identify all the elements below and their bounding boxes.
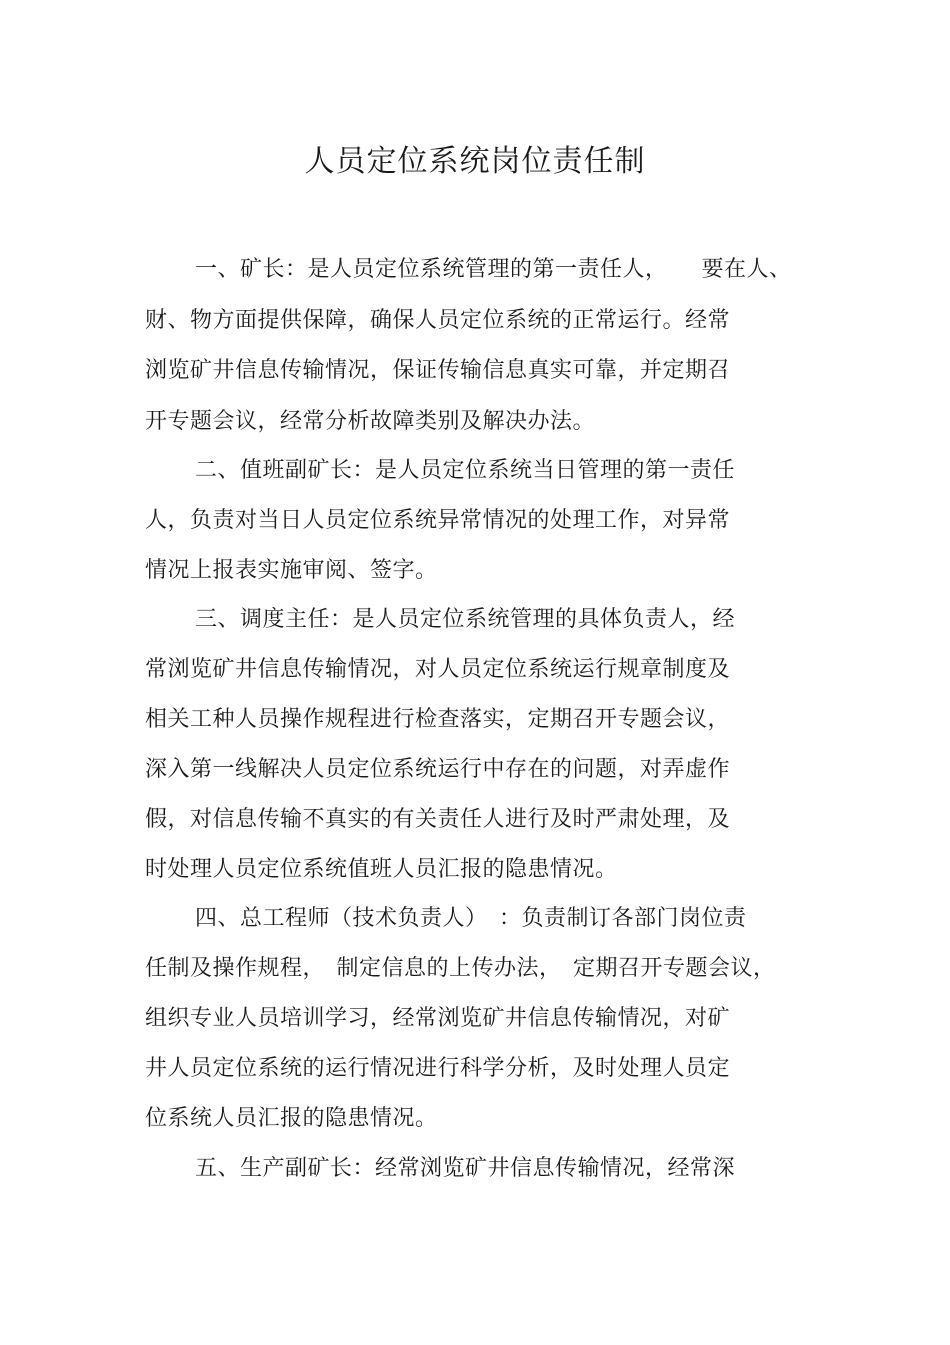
paragraph-3-line-4: 深入第一线解决人员定位系统运行中存在的问题，对弄虚作	[145, 757, 731, 782]
paragraph-3-line-2: 常浏览矿井信息传输情况，对人员定位系统运行规章制度及	[145, 657, 731, 682]
paragraph-4-line-2: 任制及操作规程， 制定信息的上传办法， 定期召开专题会议，	[145, 956, 776, 981]
document-title: 人员定位系统岗位责任制	[304, 144, 646, 179]
paragraph-1-line-2: 财、物方面提供保障，确保人员定位系统的正常运行。经常	[145, 308, 731, 333]
paragraph-1-line-3: 浏览矿井信息传输情况，保证传输信息真实可靠，并定期召	[145, 358, 731, 383]
paragraph-1-line-1: 一、矿长：是人员定位系统管理的第一责任人， 要在人、	[195, 257, 792, 282]
paragraph-4-line-3: 组织专业人员培训学习，经常浏览矿井信息传输情况，对矿	[145, 1006, 731, 1031]
paragraph-4-line-5: 位系统人员汇报的隐患情况。	[145, 1106, 438, 1131]
paragraph-2-line-3: 情况上报表实施审阅、签字。	[145, 558, 438, 583]
paragraph-3-line-1: 三、调度主任：是人员定位系统管理的具体负责人，经	[195, 607, 736, 632]
paragraph-2-line-1: 二、值班副矿长：是人员定位系统当日管理的第一责任	[195, 458, 736, 483]
paragraph-3-line-5: 假，对信息传输不真实的有关责任人进行及时严肃处理，及	[145, 807, 731, 832]
paragraph-3-line-6: 时处理人员定位系统值班人员汇报的隐患情况。	[145, 857, 618, 882]
paragraph-4-line-1: 四、总工程师（技术负责人） ：负责制订各部门岗位责	[195, 906, 747, 931]
paragraph-5-line-1: 五、生产副矿长：经常浏览矿井信息传输情况，经常深	[195, 1156, 736, 1181]
paragraph-1-line-4: 开专题会议，经常分析故障类别及解决办法。	[145, 409, 596, 434]
paragraph-3-line-3: 相关工种人员操作规程进行检查落实，定期召开专题会议，	[145, 707, 731, 732]
paragraph-4-line-4: 井人员定位系统的运行情况进行科学分析，及时处理人员定	[145, 1056, 731, 1081]
paragraph-2-line-2: 人，负责对当日人员定位系统异常情况的处理工作，对异常	[145, 508, 731, 533]
